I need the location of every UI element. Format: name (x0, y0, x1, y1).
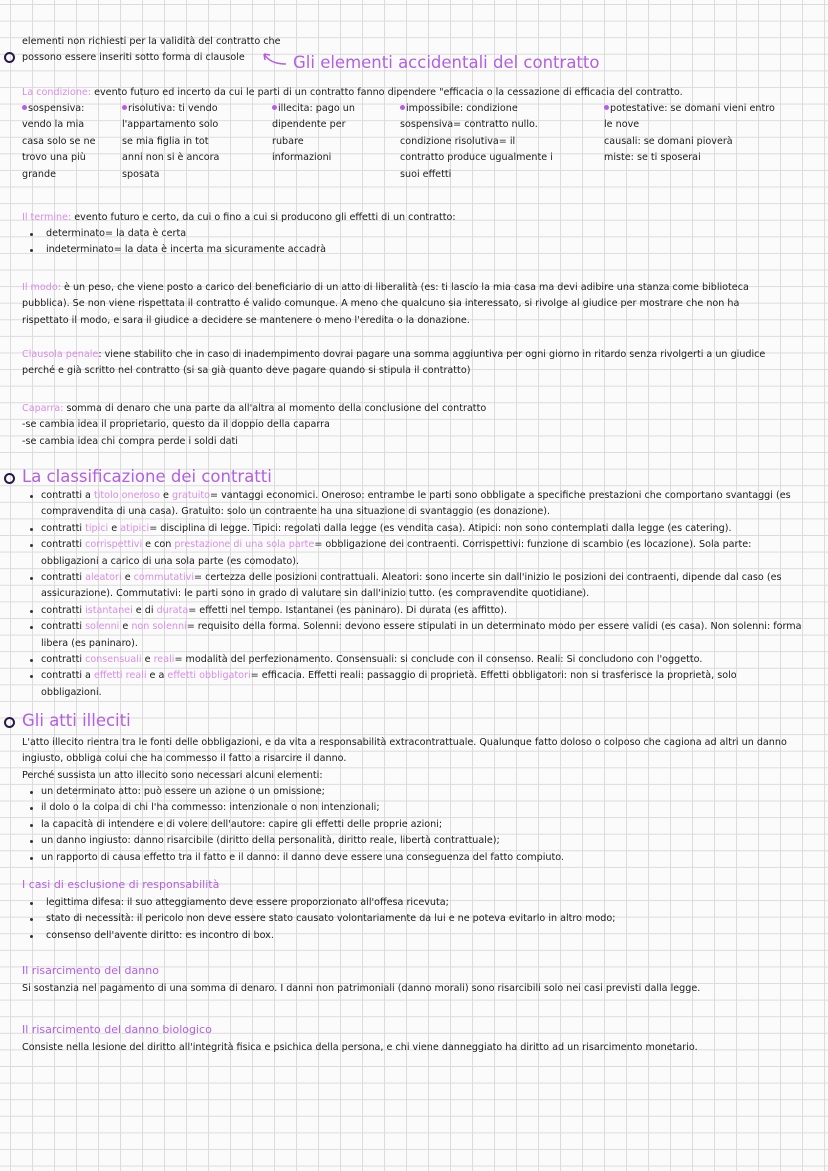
text-segment: contratti (41, 621, 86, 633)
text-line (46, 242, 326, 258)
text-segment: -se cambia idea chi compra perde i soldi dati (22, 435, 238, 447)
text-line (122, 150, 219, 166)
text-line (41, 668, 801, 684)
text-segment: causali: se domani pioverà (604, 135, 733, 147)
term-label: effetti reali (93, 670, 147, 682)
text-line (41, 586, 801, 602)
text-segment: e di (132, 604, 157, 616)
text-segment: assicurazione). Commutativi: le parti sono in grado di valutare sin dall'inizio tutto. (es compravendite quotidiane). (41, 588, 590, 600)
text-segment: = disciplina di legge. Tipici: regolati dalla legge (es vendita casa). Atipici: non sono contemplati dalla legge (es catering). (149, 522, 732, 534)
text-line (272, 150, 355, 166)
text-line (400, 134, 553, 150)
text-line (22, 981, 700, 997)
text-line (22, 134, 95, 150)
text-segment: anni non si è ancora (122, 152, 220, 164)
text-segment: contratti a (41, 490, 94, 501)
cond-col (604, 101, 775, 167)
text-segment: un danno ingiusto: danno risarcibile (diritto della personalità, diritto reale, libertà contrattuale); (41, 835, 500, 847)
text-segment: e (141, 653, 154, 665)
term-label: aleatori (85, 571, 122, 583)
text-segment: somma di denaro che una parte da all'altra al momento della conclusione del contratto (63, 403, 487, 414)
title-esclusione: I casi di esclusione di responsabilità (22, 878, 220, 891)
text-segment: legittima difesa: il suo atteggiamento deve essere proporzionato all'offesa ricevuta; (46, 897, 449, 908)
text-segment: contratti (41, 653, 86, 665)
bullet-icon (30, 935, 33, 938)
text-segment: casa solo se ne (22, 135, 96, 147)
text-line (604, 101, 775, 117)
text-segment: pubblica). Se non viene rispettata il contratto é valido comunque. A meno che qualcuno sia interessato, si rivolge al giudice per mostrare che non ha (22, 298, 740, 310)
text-segment: Perché sussista un atto illecito sono necessari alcuni elementi: (22, 769, 323, 781)
intro-text (22, 34, 281, 67)
text-segment: sposata (122, 168, 160, 180)
text-segment: vendo la mia (22, 119, 85, 131)
text-line (272, 134, 355, 150)
text-segment: informazioni (272, 152, 332, 164)
text-segment: contratti (41, 522, 86, 534)
cond-col (400, 101, 553, 183)
text-segment: contratti (41, 571, 86, 583)
text-line (41, 685, 801, 701)
text-line (41, 554, 801, 570)
bullet-icon (30, 902, 33, 905)
text-segment: consenso dell'avente diritto: es incontro di box. (46, 929, 274, 941)
text-segment: rispettato il modo, e sara il giudice a decidere se mantenere o meno l'eredita o la donazione. (22, 314, 470, 326)
term-label: istantanei (85, 604, 133, 616)
bullet-icon (30, 577, 33, 580)
text-line (46, 911, 615, 927)
text-line (41, 850, 564, 866)
term-label: commutativi (133, 571, 194, 583)
classificazione-list (41, 488, 801, 701)
text-segment: la capacità di intendere e di volere dell'autore: capire gli effetti delle proprie azioni; (41, 818, 443, 830)
text-segment: impossibile: condizione (406, 103, 518, 114)
text-line (41, 504, 801, 520)
text-segment: compravendita di una casa). Gratuito: solo un contraente ha una situazione di svantaggio (es donazione). (41, 506, 551, 518)
modo-text (22, 280, 749, 329)
clausola-text (22, 347, 765, 380)
termine-text (22, 210, 456, 226)
text-segment: trovo una più (22, 152, 86, 164)
text-segment: e (108, 522, 121, 534)
text-line (22, 313, 749, 329)
title-risarcimento: Il risarcimento del danno (22, 964, 159, 977)
term-label: reali (153, 653, 175, 665)
text-line (22, 117, 95, 133)
term-label: Il termine: (22, 212, 72, 223)
text-segment: contratti (41, 539, 86, 551)
text-line (604, 117, 775, 133)
term-label: Clausola penale (22, 349, 99, 360)
text-segment: : viene stabilito che in caso di inadempimento dovrai pagare una somma aggiuntiva per ogni giorno in ritardo senza rivolgerti a un giudice (98, 349, 766, 360)
term-label: Il modo: (22, 282, 61, 293)
purple-bullet-icon (22, 105, 27, 110)
purple-bullet-icon (604, 105, 609, 110)
text-segment: obbligazioni a carico di una sola parte (es comodato). (41, 555, 300, 567)
text-line (22, 34, 281, 50)
text-segment: sospensiva= contratto nullo. (400, 119, 538, 131)
text-line (22, 417, 486, 433)
text-segment: miste: se ti sposerai (604, 152, 701, 164)
text-line (22, 363, 765, 379)
bullet-icon (30, 528, 33, 531)
cond-col (22, 101, 95, 183)
term-label: corrispettivi (85, 539, 143, 551)
purple-bullet-icon (400, 105, 405, 110)
arrow-icon (262, 52, 288, 68)
text-segment: l'appartamento solo (122, 119, 219, 131)
text-segment: contratti (41, 604, 86, 616)
text-segment: Si sostanzia nel pagamento di una somma di denaro. I danni non patrimoniali (danno morali) sono risarcibili solo nei casi previsti dalla legge. (22, 983, 701, 994)
section-bullet-icon (4, 717, 15, 728)
bullet-icon (30, 659, 33, 662)
text-line (41, 570, 801, 586)
text-segment: è un peso, che viene posto a carico del beneficiario di un atto di liberalità (es: ti lascio la mia casa ma devi adibire una stanza come biblioteca (60, 282, 749, 293)
bullet-icon (30, 495, 33, 498)
term-label: gratuito (171, 490, 211, 501)
text-line (46, 895, 615, 911)
text-segment: elementi non richiesti per la validità del contratto che (22, 36, 281, 47)
text-line (400, 150, 553, 166)
text-line (400, 167, 553, 183)
text-segment: e (159, 490, 172, 501)
text-segment: libera (es paninaro). (41, 637, 138, 649)
text-line (41, 784, 564, 800)
bullet-icon (30, 610, 33, 613)
text-segment: suoi effetti (400, 168, 452, 180)
text-line (604, 150, 775, 166)
text-segment: le nove (604, 119, 640, 131)
text-segment: = certezza delle posizioni contrattuali. Aleatori: sono incerte sin dall'inizio le posizioni dei contraenti, dipende dal caso (es (193, 571, 782, 583)
text-segment: obbligazioni. (41, 686, 102, 698)
text-segment: = obbligazione dei contraenti. Corrispettivi: funzione di scambio (es locazione). Sola parte: (314, 539, 752, 551)
text-line (22, 167, 95, 183)
text-line (41, 800, 564, 816)
text-segment: condizione risolutiva= il (400, 135, 516, 147)
text-line (122, 134, 219, 150)
text-segment: se mia figlia in tot (122, 135, 209, 147)
text-line (41, 652, 801, 668)
text-line (22, 85, 683, 101)
term-label: effetti obbligatori (167, 670, 251, 682)
text-segment: sospensiva: (28, 103, 85, 114)
bullet-icon (30, 544, 33, 547)
termine-list (46, 226, 326, 259)
text-segment: ingiusto, obbliga colui che ha commesso il fatto a risarcire il danno. (22, 753, 347, 765)
text-segment: L'atto illecito rientra tra le fonti delle obbligazioni, e da vita a responsabilità extracontrattuale. Qualunque fatto doloso o colposo che cagiona ad altri un danno (22, 737, 787, 748)
text-segment: un rapporto di causa effetto tra il fatto e il danno: il danno deve essere una conseguenza del fatto compiuto. (41, 851, 564, 863)
text-segment: Consiste nella lesione del diritto all'integrità fisica e psichica della persona, e chi viene danneggiato ha diritto ad un risarcimento monetario. (22, 1042, 698, 1053)
caparra-text (22, 401, 486, 450)
text-segment: e (119, 621, 132, 633)
text-line (22, 768, 787, 784)
bullet-icon (30, 824, 33, 827)
bullet-icon (30, 675, 33, 678)
text-line (41, 817, 564, 833)
text-line (46, 928, 615, 944)
text-segment: = effetti nel tempo. Istantanei (es paninaro). Di durata (es affitto). (188, 604, 508, 616)
text-line (604, 134, 775, 150)
title-classificazione: La classificazione dei contratti (22, 467, 272, 486)
text-line (22, 150, 95, 166)
title-elementi-accidentali: Gli elementi accidentali del contratto (293, 53, 600, 72)
text-line (22, 280, 749, 296)
text-segment: potestative: se domani vieni entro (610, 103, 775, 114)
text-line (46, 226, 326, 242)
term-label: durata (156, 604, 189, 616)
text-segment: = requisito della forma. Solenni: devono essere stipulati in un determinato modo per essere validi (es casa). Non solenni: forma (186, 621, 802, 633)
text-line (22, 751, 787, 767)
term-label: prestazione di una sola parte (174, 539, 315, 551)
term-label: Caparra: (22, 403, 64, 414)
text-segment: perché e già scritto nel contratto (si sa già quanto deve pagare quando si stipula il contratto) (22, 365, 471, 377)
bullet-icon (30, 233, 33, 236)
term-label: solenni (85, 621, 120, 633)
text-segment: stato di necessità: il pericolo non deve essere stato causato volontariamente da lui e ne poteva evitarlo in altro modo; (46, 913, 616, 925)
biologico-text (22, 1040, 698, 1056)
text-segment: = vantaggi economici. Oneroso: entrambe le parti sono obbligate a specifiche prestazioni che comportano svantaggi (es (210, 490, 791, 501)
text-segment: dipendente per (272, 119, 346, 131)
condizione-text (22, 85, 683, 101)
text-line (22, 210, 456, 226)
term-label: atipici (120, 522, 150, 534)
illeciti-list (41, 784, 564, 866)
bullet-icon (30, 918, 33, 921)
text-line (41, 833, 564, 849)
bullet-icon (30, 626, 33, 629)
text-line (272, 117, 355, 133)
text-line (22, 347, 765, 363)
title-atti-illeciti: Gli atti illeciti (22, 711, 131, 730)
text-segment: evento futuro ed incerto da cui le parti di un contratto fanno dipendere "efficacia o la cessazione di efficacia del contratto. (91, 87, 683, 98)
text-line (22, 50, 281, 66)
section-bullet-icon (4, 52, 15, 63)
risarcimento-text (22, 981, 700, 997)
bullet-icon (30, 807, 33, 810)
bullet-icon (30, 791, 33, 794)
bullet-icon (30, 840, 33, 843)
text-segment: risolutiva: ti vendo (128, 103, 218, 114)
text-line (41, 603, 801, 619)
cond-col (272, 101, 355, 167)
text-segment: evento futuro e certo, da cui o fino a cui si producono gli effetti di un contratto: (71, 212, 456, 223)
purple-bullet-icon (122, 105, 127, 110)
text-line (22, 296, 749, 312)
text-line (122, 117, 219, 133)
term-label: tipici (85, 522, 109, 534)
illeciti-text (22, 735, 787, 784)
text-line (41, 488, 801, 504)
title-biologico: Il risarcimento del danno biologico (22, 1023, 212, 1036)
text-segment: e con (142, 539, 175, 551)
esclusione-list (46, 895, 615, 944)
text-segment: = modalità del perfezionamento. Consensuali: si conclude con il consenso. Reali: Si concludono con l'oggetto. (174, 653, 703, 665)
text-line (41, 537, 801, 553)
text-line (400, 117, 553, 133)
text-line (122, 167, 219, 183)
term-label: non solenni (131, 621, 187, 633)
text-segment: e (121, 571, 134, 583)
text-segment: possono essere inseriti sotto forma di clausole (22, 52, 245, 64)
term-label: titolo oneroso (93, 490, 160, 501)
term-label: consensuali (85, 653, 142, 665)
text-line (22, 401, 486, 417)
text-line (122, 101, 219, 117)
text-line (22, 1040, 698, 1056)
text-segment: contratto produce ugualmente i (400, 152, 553, 164)
text-line (41, 619, 801, 635)
text-line (22, 434, 486, 450)
text-segment: illecita: pago un (278, 103, 355, 114)
text-line (272, 101, 355, 117)
bullet-icon (30, 857, 33, 860)
purple-bullet-icon (272, 105, 277, 110)
text-segment: = efficacia. Effetti reali: passaggio di proprietà. Effetti obbligatori: non si trasferisce la proprietà, solo (250, 670, 737, 682)
text-segment: contratti a (41, 670, 94, 682)
text-segment: e a (146, 670, 168, 682)
text-segment: grande (22, 168, 56, 180)
text-segment: rubare (272, 135, 304, 147)
cond-col (122, 101, 219, 183)
text-line (41, 521, 801, 537)
text-line (22, 101, 95, 117)
text-line (22, 735, 787, 751)
bullet-icon (30, 249, 33, 252)
text-segment: un determinato atto: può essere un azione o un omissione; (41, 786, 325, 797)
text-segment: determinato= la data è certa (46, 228, 187, 239)
text-line (41, 636, 801, 652)
text-segment: il dolo o la colpa di chi l'ha commesso: intenzionale o non intenzionali; (41, 802, 380, 814)
text-segment: -se cambia idea il proprietario, questo da il doppio della caparra (22, 419, 330, 431)
term-label: La condizione: (22, 87, 92, 98)
text-segment: indeterminato= la data è incerta ma sicuramente accadrà (46, 244, 327, 256)
section-bullet-icon (4, 473, 15, 484)
text-line (400, 101, 553, 117)
